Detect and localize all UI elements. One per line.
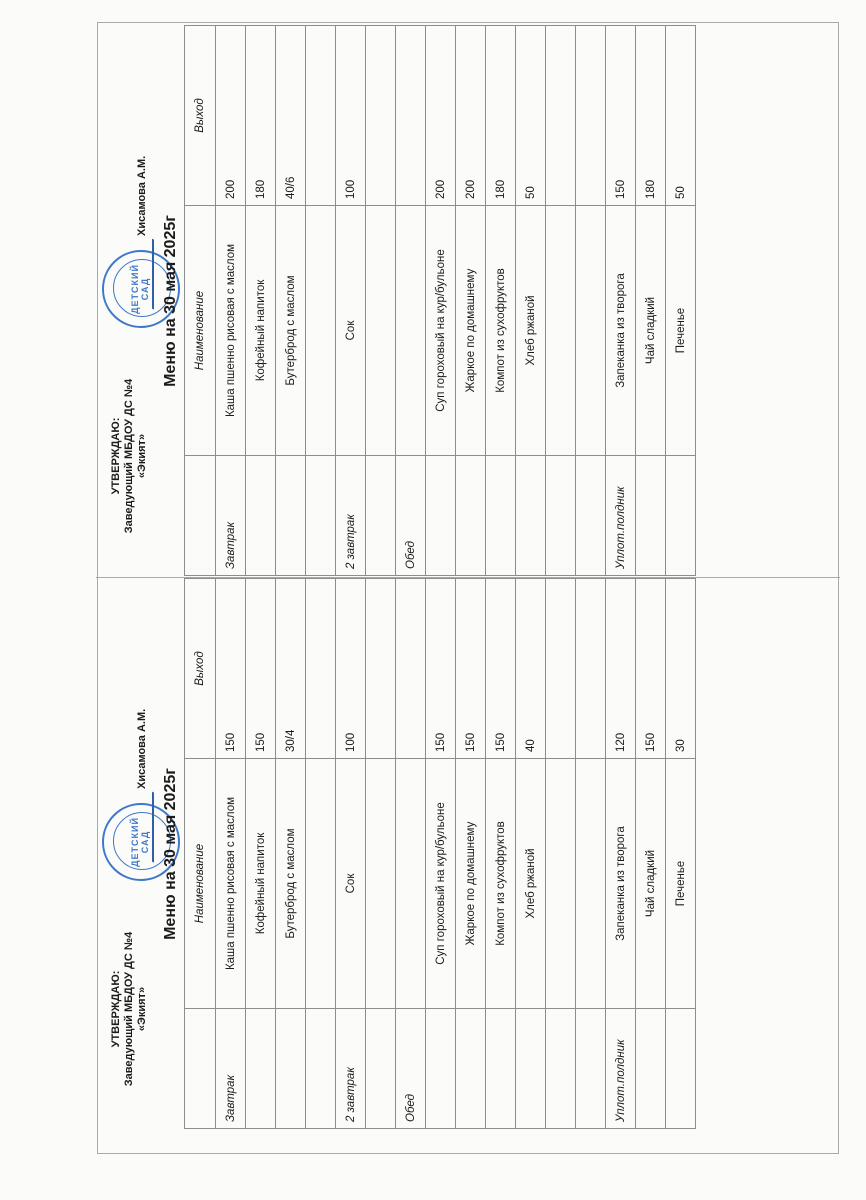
meal-cell bbox=[366, 1009, 396, 1129]
meal-cell bbox=[246, 456, 276, 576]
meal-cell: 2 завтрак bbox=[336, 1009, 366, 1129]
dish-name-cell: Сок bbox=[336, 206, 366, 456]
output-cell: 40/6 bbox=[276, 26, 306, 206]
dish-name-cell: Компот из сухофруктов bbox=[486, 759, 516, 1009]
meal-cell: 2 завтрак bbox=[336, 456, 366, 576]
signature-mark bbox=[130, 781, 154, 862]
dish-name-cell: Чай сладкий bbox=[636, 206, 666, 456]
table-row bbox=[576, 26, 606, 576]
meal-cell bbox=[576, 456, 606, 576]
table-row bbox=[426, 26, 456, 576]
output-cell: 120 bbox=[606, 579, 636, 759]
dish-name-cell: Компот из сухофруктов bbox=[486, 206, 516, 456]
menu-title: Меню на 30 мая 2025г bbox=[162, 215, 179, 387]
header-meal bbox=[185, 456, 216, 576]
signer-name: Хисамова А.М. bbox=[136, 708, 148, 789]
output-cell bbox=[396, 26, 426, 206]
header-output: Выход bbox=[185, 26, 216, 206]
approval-block bbox=[110, 336, 149, 576]
meal-cell: Обед bbox=[396, 456, 426, 576]
meal-cell: Уплот.полдник bbox=[606, 456, 636, 576]
table-row bbox=[666, 26, 696, 576]
menu-rows bbox=[216, 26, 696, 576]
meal-cell: Завтрак bbox=[216, 1009, 246, 1129]
table-row bbox=[216, 26, 246, 576]
dish-name-cell: Чай сладкий bbox=[636, 759, 666, 1009]
meal-cell bbox=[426, 456, 456, 576]
table-row bbox=[516, 26, 546, 576]
table-row bbox=[246, 579, 276, 1129]
menu-rows bbox=[216, 579, 696, 1129]
dish-name-cell: Бутерброд с маслом bbox=[276, 759, 306, 1009]
dish-name-cell: Запеканка из творога bbox=[606, 206, 636, 456]
meal-cell bbox=[576, 1009, 606, 1129]
meal-cell bbox=[306, 456, 336, 576]
signature-mark bbox=[130, 228, 154, 309]
table-row bbox=[456, 579, 486, 1129]
table-row bbox=[396, 26, 426, 576]
table-row bbox=[216, 579, 246, 1129]
dish-name-cell: Жаркое по домашнему bbox=[456, 759, 486, 1009]
stamp-text: ДЕТСКИЙ САД bbox=[130, 817, 150, 867]
table-row bbox=[456, 26, 486, 576]
output-cell: 200 bbox=[456, 26, 486, 206]
output-cell: 30/4 bbox=[276, 579, 306, 759]
output-cell: 180 bbox=[246, 26, 276, 206]
table-row bbox=[606, 579, 636, 1129]
output-cell bbox=[546, 579, 576, 759]
header-name: Наименование bbox=[185, 206, 216, 456]
signer-name: Хисамова А.М. bbox=[136, 155, 148, 236]
meal-cell bbox=[636, 456, 666, 576]
menu-title: Меню на 30 мая 2025г bbox=[162, 768, 179, 940]
output-cell bbox=[366, 26, 396, 206]
meal-cell bbox=[456, 1009, 486, 1129]
output-cell: 200 bbox=[216, 26, 246, 206]
output-cell: 40 bbox=[516, 579, 546, 759]
output-cell: 100 bbox=[336, 579, 366, 759]
meal-cell bbox=[546, 1009, 576, 1129]
dish-name-cell bbox=[576, 759, 606, 1009]
output-cell: 150 bbox=[486, 579, 516, 759]
table-header-row bbox=[185, 579, 216, 1129]
table-row bbox=[276, 26, 306, 576]
table-row bbox=[366, 26, 396, 576]
header-output: Выход bbox=[185, 579, 216, 759]
menu-copy-younger-group bbox=[102, 579, 838, 1129]
output-cell: 50 bbox=[516, 26, 546, 206]
dish-name-cell: Хлеб ржаной bbox=[516, 759, 546, 1009]
meal-cell bbox=[276, 1009, 306, 1129]
dish-name-cell bbox=[366, 206, 396, 456]
meal-cell bbox=[546, 456, 576, 576]
approval-heading: УТВЕРЖДАЮ: bbox=[110, 417, 122, 495]
dish-name-cell: Каша пшенно рисовая с маслом bbox=[216, 759, 246, 1009]
output-cell bbox=[306, 26, 336, 206]
dish-name-cell: Суп гороховый на кур/бульоне bbox=[426, 206, 456, 456]
table-row bbox=[606, 26, 636, 576]
dish-name-cell bbox=[366, 759, 396, 1009]
table-row bbox=[486, 26, 516, 576]
output-cell: 150 bbox=[426, 579, 456, 759]
meal-cell: Завтрак bbox=[216, 456, 246, 576]
meal-cell bbox=[666, 1009, 696, 1129]
output-cell bbox=[396, 579, 426, 759]
approval-block bbox=[110, 889, 149, 1129]
dish-name-cell bbox=[306, 206, 336, 456]
meal-cell: Уплот.полдник bbox=[606, 1009, 636, 1129]
dish-name-cell: Сок bbox=[336, 759, 366, 1009]
table-row bbox=[636, 579, 666, 1129]
output-cell: 150 bbox=[456, 579, 486, 759]
output-cell: 150 bbox=[246, 579, 276, 759]
meal-cell bbox=[246, 1009, 276, 1129]
meal-cell bbox=[636, 1009, 666, 1129]
header-meal bbox=[185, 1009, 216, 1129]
dish-name-cell: Хлеб ржаной bbox=[516, 206, 546, 456]
dish-name-cell bbox=[396, 759, 426, 1009]
meal-cell bbox=[306, 1009, 336, 1129]
dish-name-cell: Суп гороховый на кур/бульоне bbox=[426, 759, 456, 1009]
table-header-row bbox=[185, 26, 216, 576]
meal-cell bbox=[516, 1009, 546, 1129]
meal-cell bbox=[426, 1009, 456, 1129]
header-name: Наименование bbox=[185, 759, 216, 1009]
output-cell: 30 bbox=[666, 579, 696, 759]
table-row bbox=[306, 579, 336, 1129]
output-cell: 150 bbox=[606, 26, 636, 206]
dish-name-cell: Кофейный напиток bbox=[246, 759, 276, 1009]
meal-cell bbox=[486, 1009, 516, 1129]
approval-org: «Экият» bbox=[136, 986, 148, 1032]
output-cell bbox=[576, 579, 606, 759]
table-row bbox=[306, 26, 336, 576]
output-cell: 100 bbox=[336, 26, 366, 206]
output-cell: 150 bbox=[636, 579, 666, 759]
output-cell: 180 bbox=[486, 26, 516, 206]
meal-cell bbox=[486, 456, 516, 576]
output-cell: 50 bbox=[666, 26, 696, 206]
dish-name-cell: Каша пшенно рисовая с маслом bbox=[216, 206, 246, 456]
meal-cell bbox=[456, 456, 486, 576]
approval-position: Заведующий МБДОУ ДС №4 bbox=[123, 931, 135, 1087]
table-row bbox=[666, 579, 696, 1129]
approval-org: «Экият» bbox=[136, 433, 148, 479]
menu-copy-older-group bbox=[102, 26, 838, 576]
dish-name-cell bbox=[396, 206, 426, 456]
dish-name-cell: Кофейный напиток bbox=[246, 206, 276, 456]
meal-cell bbox=[666, 456, 696, 576]
menu-table bbox=[184, 578, 696, 1129]
meal-cell bbox=[366, 456, 396, 576]
dish-name-cell bbox=[546, 759, 576, 1009]
dish-name-cell: Печенье bbox=[666, 759, 696, 1009]
output-cell bbox=[576, 26, 606, 206]
approval-position: Заведующий МБДОУ ДС №4 bbox=[123, 378, 135, 534]
dish-name-cell bbox=[546, 206, 576, 456]
table-row bbox=[336, 579, 366, 1129]
table-row bbox=[486, 579, 516, 1129]
dish-name-cell: Запеканка из творога bbox=[606, 759, 636, 1009]
meal-cell: Обед bbox=[396, 1009, 426, 1129]
table-row bbox=[246, 26, 276, 576]
table-row bbox=[276, 579, 306, 1129]
table-row bbox=[546, 579, 576, 1129]
table-row bbox=[426, 579, 456, 1129]
dish-name-cell: Жаркое по домашнему bbox=[456, 206, 486, 456]
table-row bbox=[636, 26, 666, 576]
dish-name-cell bbox=[306, 759, 336, 1009]
table-row bbox=[366, 579, 396, 1129]
table-row bbox=[396, 579, 426, 1129]
output-cell: 180 bbox=[636, 26, 666, 206]
output-cell bbox=[366, 579, 396, 759]
output-cell: 150 bbox=[216, 579, 246, 759]
table-row bbox=[576, 579, 606, 1129]
stamp-text: ДЕТСКИЙ САД bbox=[130, 264, 150, 314]
dish-name-cell bbox=[576, 206, 606, 456]
output-cell bbox=[546, 26, 576, 206]
table-row bbox=[336, 26, 366, 576]
table-row bbox=[516, 579, 546, 1129]
output-cell bbox=[306, 579, 336, 759]
meal-cell bbox=[276, 456, 306, 576]
dish-name-cell: Печенье bbox=[666, 206, 696, 456]
meal-cell bbox=[516, 456, 546, 576]
output-cell: 200 bbox=[426, 26, 456, 206]
dish-name-cell: Бутерброд с маслом bbox=[276, 206, 306, 456]
menu-table bbox=[184, 25, 696, 576]
approval-heading: УТВЕРЖДАЮ: bbox=[110, 970, 122, 1048]
table-row bbox=[546, 26, 576, 576]
